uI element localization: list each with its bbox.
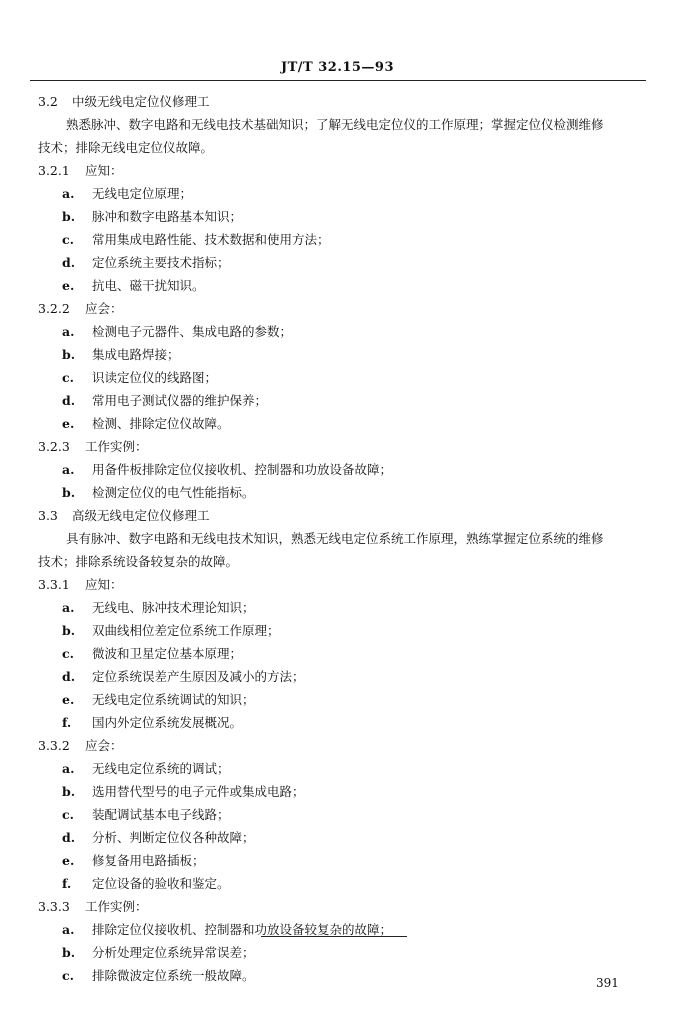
list-text: 定位系统误差产生原因及减小的方法； [92, 669, 305, 684]
footer-rule [261, 936, 407, 937]
section-3-3-3-heading [0, 895, 675, 918]
section-3-3-heading [0, 504, 675, 527]
list-text: 微波和卫星定位基本原理； [92, 646, 243, 661]
list-text: 排除定位仪接收机、控制器和功放设备较复杂的故障； [92, 922, 393, 937]
list-text: 双曲线相位差定位系统工作原理； [92, 623, 280, 638]
list-text: 用备件板排除定位仪接收机、控制器和功放设备故障； [92, 462, 393, 477]
list-marker: c. [62, 968, 74, 983]
list-item [0, 320, 675, 343]
list-item [0, 941, 675, 964]
list-item [0, 182, 675, 205]
list-text: 脉冲和数字电路基本知识； [92, 209, 243, 224]
list-item [0, 458, 675, 481]
list-item [0, 918, 675, 941]
list-item [0, 849, 675, 872]
list-marker: a. [62, 186, 75, 201]
list-text: 集成电路焊接； [92, 347, 180, 362]
list-marker: b. [62, 945, 76, 960]
list-item [0, 688, 675, 711]
list-item [0, 642, 675, 665]
section-number: 3.2.2 [38, 301, 70, 316]
list-text: 装配调试基本电子线路； [92, 807, 230, 822]
list-text: 定位设备的验收和鉴定。 [92, 876, 230, 891]
list-marker: d. [62, 255, 76, 270]
list-item [0, 757, 675, 780]
section-title: 中级无线电定位仪修理工 [72, 94, 210, 109]
list-item [0, 366, 675, 389]
section-title: 应知： [85, 577, 123, 592]
section-number: 3.3.3 [38, 899, 70, 914]
list-text: 国内外定位系统发展概况。 [92, 715, 243, 730]
list-text: 分析、判断定位仪各种故障； [92, 830, 255, 845]
section-title: 工作实例： [85, 439, 148, 454]
section-3-3-2-heading [0, 734, 675, 757]
list-text: 无线电定位系统调试的知识； [92, 692, 255, 707]
section-number: 3.2 [38, 94, 58, 109]
list-text: 检测电子元器件、集成电路的参数； [92, 324, 293, 339]
list-item [0, 803, 675, 826]
section-number: 3.3.2 [38, 738, 70, 753]
list-marker: d. [62, 393, 76, 408]
list-marker: b. [62, 347, 76, 362]
list-text: 无线电定位系统的调试； [92, 761, 230, 776]
list-item [0, 343, 675, 366]
list-item [0, 274, 675, 297]
list-item [0, 251, 675, 274]
list-marker: d. [62, 830, 76, 845]
list-marker: a. [62, 462, 75, 477]
list-marker: e. [62, 692, 75, 707]
list-item [0, 596, 675, 619]
list-item [0, 711, 675, 734]
list-marker: b. [62, 209, 76, 224]
list-item [0, 481, 675, 504]
list-marker: d. [62, 669, 76, 684]
list-item [0, 780, 675, 803]
list-text: 检测定位仪的电气性能指标。 [92, 485, 255, 500]
list-item [0, 826, 675, 849]
list-text: 选用替代型号的电子元件或集成电路； [92, 784, 305, 799]
list-marker: e. [62, 416, 75, 431]
list-text: 排除微波定位系统一般故障。 [92, 968, 255, 983]
list-marker: c. [62, 646, 74, 661]
list-item [0, 389, 675, 412]
list-marker: a. [62, 922, 75, 937]
page-header-code: JT/T 32.15—93 [280, 60, 395, 75]
list-item [0, 205, 675, 228]
paragraph-line: 技术；排除系统设备较复杂的故障。 [38, 554, 239, 569]
list-text: 定位系统主要技术指标； [92, 255, 230, 270]
list-marker: f. [62, 715, 72, 730]
list-text: 修复备用电路插板； [92, 853, 205, 868]
list-marker: e. [62, 853, 75, 868]
section-number: 3.3 [38, 508, 58, 523]
list-item [0, 665, 675, 688]
page-number: 391 [596, 976, 619, 990]
section-3-2-heading [0, 90, 675, 113]
list-text: 无线电定位原理； [92, 186, 193, 201]
list-marker: f. [62, 876, 72, 891]
list-text: 常用电子测试仪器的维护保养； [92, 393, 268, 408]
list-marker: c. [62, 807, 74, 822]
list-text: 识读定位仪的线路图； [92, 370, 218, 385]
list-marker: a. [62, 761, 75, 776]
paragraph-line: 熟悉脉冲、数字电路和无线电技术基础知识；了解无线电定位仪的工作原理；掌握定位仪检测维修 [66, 117, 604, 132]
section-3-2-1-heading [0, 159, 675, 182]
section-3-3-1-heading [0, 573, 675, 596]
list-item [0, 619, 675, 642]
list-marker: c. [62, 370, 74, 385]
list-marker: e. [62, 278, 75, 293]
list-marker: b. [62, 784, 76, 799]
document-body [0, 90, 675, 987]
section-number: 3.3.1 [38, 577, 70, 592]
paragraph-line: 具有脉冲、数字电路和无线电技术知识，熟悉无线电定位系统工作原理，熟练掌握定位系统的维修 [66, 531, 604, 546]
section-3-2-2-heading [0, 297, 675, 320]
list-marker: b. [62, 485, 76, 500]
list-text: 抗电、磁干扰知识。 [92, 278, 205, 293]
paragraph-line: 技术；排除无线电定位仪故障。 [38, 140, 214, 155]
section-title: 工作实例： [85, 899, 148, 914]
list-item [0, 964, 675, 987]
list-marker: a. [62, 600, 75, 615]
section-title: 应会： [85, 738, 123, 753]
section-title: 高级无线电定位仪修理工 [72, 508, 210, 523]
section-title: 应会： [85, 301, 123, 316]
list-text: 分析处理定位系统异常误差； [92, 945, 255, 960]
list-marker: a. [62, 324, 75, 339]
header-rule [30, 80, 646, 81]
list-marker: b. [62, 623, 76, 638]
section-number: 3.2.3 [38, 439, 70, 454]
list-marker: c. [62, 232, 74, 247]
list-item [0, 228, 675, 251]
list-item [0, 412, 675, 435]
section-number: 3.2.1 [38, 163, 70, 178]
list-text: 检测、排除定位仪故障。 [92, 416, 230, 431]
list-text: 常用集成电路性能、技术数据和使用方法； [92, 232, 330, 247]
section-3-2-3-heading [0, 435, 675, 458]
section-title: 应知： [85, 163, 123, 178]
list-item [0, 872, 675, 895]
list-text: 无线电、脉冲技术理论知识； [92, 600, 255, 615]
